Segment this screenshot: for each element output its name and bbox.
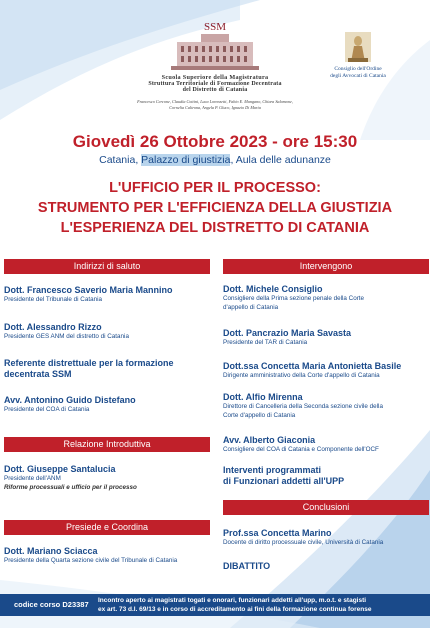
coa-label xyxy=(320,66,396,80)
dibattito-block xyxy=(223,561,429,572)
presiede-role: Presidente della Quarta sezione civile del Tribunale di Catania xyxy=(4,557,178,564)
conclusioni-person xyxy=(223,528,429,548)
ssm-committee-names xyxy=(108,99,322,111)
saluti-person-1 xyxy=(4,285,210,305)
place-suffix: , Aula delle adunanze xyxy=(230,154,331,166)
intervengono-p4-role-l2: Corte d'appello di Catania xyxy=(223,411,296,419)
intervengono-person-2 xyxy=(223,328,429,348)
saluti-p1-name: Dott. Francesco Saverio Maria Mannino xyxy=(4,285,173,295)
saluti-p3-name-l2: decentrata SSM xyxy=(4,369,72,379)
event-title-line3: L'ESPERIENZA DEL DISTRETTO DI CATANIA xyxy=(60,220,370,236)
presiede-section xyxy=(4,520,210,535)
relazione-section xyxy=(4,437,210,452)
place-highlight: Palazzo di giustizia xyxy=(141,154,231,166)
event-title-line1: L'UFFICIO PER IL PROCESSO: xyxy=(109,180,321,196)
intervengono-person-4 xyxy=(223,392,429,420)
ssm-names-line2: Cornelia Caltrona, Angela P. Gluco, Ignazio Di Maria xyxy=(169,105,261,110)
presiede-name: Dott. Mariano Sciacca xyxy=(4,546,98,556)
intervengono-p3-role: Dirigente amministrativo della Corte d'appello di Catania xyxy=(223,372,380,379)
coa-label-line2: degli Avvocati di Catania xyxy=(330,73,386,79)
intervengono-p5-name: Avv. Alberto Giaconia xyxy=(223,435,316,445)
relazione-topic: Riforme processuali e ufficio per il processo xyxy=(4,483,137,491)
saluti-p4-role: Presidente del COA di Catania xyxy=(4,406,90,413)
relazione-heading: Relazione Introduttiva xyxy=(4,437,210,452)
intervengono-p1-role-l1: Consigliere della Prima sezione penale della Corte xyxy=(223,295,365,302)
intervengono-heading: Intervengono xyxy=(223,259,429,274)
intervengono-p3-name: Dott.ssa Concetta Maria Antonietta Basile xyxy=(223,361,402,371)
intervengono-p1-name: Dott. Michele Consiglio xyxy=(223,284,323,294)
svg-text:SSM: SSM xyxy=(203,21,227,33)
event-title xyxy=(0,178,430,238)
relazione-role: Presidente dell'ANM xyxy=(4,475,61,482)
dibattito-label: DIBATTITO xyxy=(223,561,271,571)
conclusioni-section xyxy=(223,500,429,515)
intervengono-person-1 xyxy=(223,284,429,312)
saluti-person-2 xyxy=(4,322,210,342)
saluti-p1-role: Presidente del Tribunale di Catania xyxy=(4,296,103,303)
ssm-names-line1: Francesco Cercone, Claudia Cottini, Luca Lorenzetti, Fabio E. Mangano, Chiara Salamone, xyxy=(137,99,293,104)
saluti-p2-role: Presidente GES ANM del distretto di Catania xyxy=(4,333,129,340)
event-date: Giovedì 26 Ottobre 2023 - ore 15:30 xyxy=(72,132,358,151)
footer-course-code: codice corso D23387 xyxy=(14,600,89,609)
relazione-name: Dott. Giuseppe Santalucia xyxy=(4,464,116,474)
saluti-person-4 xyxy=(4,395,210,415)
intervengono-section xyxy=(223,259,429,274)
ssm-institution-title xyxy=(100,74,330,93)
saluti-p2-name: Dott. Alessandro Rizzo xyxy=(4,322,102,332)
saluti-person-3 xyxy=(4,358,210,380)
event-title-line2: STRUMENTO PER L'EFFICIENZA DELLA GIUSTIZIA xyxy=(37,200,393,216)
conclusioni-role: Docente di diritto processuale civile, Università di Catania xyxy=(223,539,384,546)
coa-emblem-icon xyxy=(345,32,371,62)
intervengono-p1-role-l2: d'appello di Catania xyxy=(223,303,279,311)
conclusioni-heading: Conclusioni xyxy=(223,500,429,515)
footer-notice xyxy=(98,596,424,614)
place-prefix: Catania, xyxy=(99,154,142,166)
intervengono-person-5 xyxy=(223,435,429,455)
saluti-heading: Indirizzi di saluto xyxy=(4,259,210,274)
saluti-section xyxy=(4,259,210,274)
intervengono-p4-name: Dott. Alfio Mirenna xyxy=(223,392,303,402)
ssm-title-line1: Scuola Superiore della Magistratura xyxy=(161,74,269,81)
footer-text-line2: ex art. 73 d.l. 69/13 e in corso di accreditamento ai fini della formazione continua forense xyxy=(98,606,372,613)
saluti-p4-name: Avv. Antonino Guido Distefano xyxy=(4,395,136,405)
ssm-building-logo xyxy=(171,18,259,74)
intervengono-p6-name-l2: di Funzionari addetti all'UPP xyxy=(223,476,345,486)
relazione-person xyxy=(4,464,210,492)
intervengono-p4-role-l1: Direttore di Cancelleria della Seconda sezione civile della xyxy=(223,403,383,410)
ssm-title-line2: Struttura Territoriale di Formazione Decentrata xyxy=(148,81,282,87)
intervengono-p2-name: Dott. Pancrazio Maria Savasta xyxy=(223,328,352,338)
intervengono-p5-role: Consigliere del COA di Catania e Componente dell'OCF xyxy=(223,446,379,453)
saluti-p3-name-l1: Referente distrettuale per la formazione xyxy=(4,358,174,368)
intervengono-person-3 xyxy=(223,361,429,381)
intervengono-p6-name-l1: Interventi programmati xyxy=(223,465,322,475)
intervengono-p2-role: Presidente del TAR di Catania xyxy=(223,339,308,346)
presiede-heading: Presiede e Coordina xyxy=(4,520,210,535)
presiede-person xyxy=(4,546,210,566)
coa-label-line1: Consiglio dell'Ordine xyxy=(334,66,382,72)
conclusioni-name: Prof.ssa Concetta Marino xyxy=(223,528,332,538)
ssm-title-line3: del Distretto di Catania xyxy=(182,87,248,93)
footer-text-line1: Incontro aperto ai magistrati togati e onorari, funzionari addetti all'upp, m.o.t. e stagisti xyxy=(98,597,367,604)
event-place xyxy=(0,154,430,166)
intervengono-person-6 xyxy=(223,465,429,487)
